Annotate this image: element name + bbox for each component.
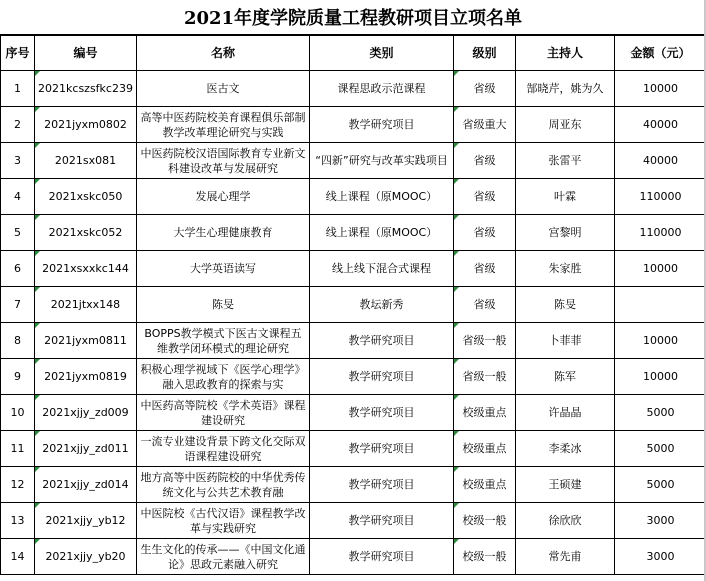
cell-category-text: 线上线下混合式课程: [332, 262, 431, 275]
cell-category[interactable]: [310, 215, 454, 251]
cell-level-text: 校级一般: [462, 514, 507, 527]
cell-code[interactable]: [35, 179, 137, 215]
cell-amount-text: 5000: [646, 406, 675, 419]
error-indicator-icon: [35, 251, 40, 256]
cell-index[interactable]: [1, 323, 35, 359]
cell-category-text: 教学研究项目: [348, 406, 415, 419]
cell-name[interactable]: [137, 287, 310, 323]
cell-code[interactable]: [35, 143, 137, 179]
cell-name-text: 大学生心理健康教育: [173, 226, 273, 239]
cell-name-text: BOPPS教学模式下医古文课程五维教学闭环模式的理论研究: [144, 326, 302, 355]
cell-amount[interactable]: [615, 431, 706, 467]
cell-index[interactable]: [1, 287, 35, 323]
cell-category-text: 教学研究项目: [348, 478, 415, 491]
cell-code-text: 2021xskc050: [48, 190, 123, 203]
cell-host[interactable]: [516, 251, 615, 287]
table-row: [1, 71, 706, 107]
cell-category[interactable]: [310, 71, 454, 107]
cell-name[interactable]: [137, 395, 310, 431]
cell-level[interactable]: [454, 71, 516, 107]
error-indicator-icon: [35, 287, 40, 292]
cell-host[interactable]: [516, 215, 615, 251]
error-indicator-icon: [35, 323, 40, 328]
error-indicator-icon: [454, 467, 459, 472]
cell-index[interactable]: [1, 467, 35, 503]
cell-level-text: 省级一般: [462, 370, 507, 383]
cell-code-text: 2021xskc052: [48, 226, 123, 239]
cell-host[interactable]: [516, 431, 615, 467]
cell-code-text: 2021xsxxkc144: [42, 262, 129, 275]
cell-amount-text: 5000: [646, 442, 675, 455]
cell-host-text: 张雷平: [548, 154, 582, 167]
cell-index-text: 5: [14, 226, 21, 239]
cell-code-text: 2021jyxm0802: [44, 118, 127, 131]
cell-amount-text: 10000: [643, 334, 678, 347]
cell-level-text: 省级: [473, 226, 496, 239]
cell-amount-text: 10000: [643, 370, 678, 383]
cell-amount[interactable]: [615, 179, 706, 215]
cell-index-text: 12: [10, 478, 25, 491]
cell-amount[interactable]: [615, 71, 706, 107]
cell-host[interactable]: [516, 179, 615, 215]
error-indicator-icon: [35, 467, 40, 472]
cell-category[interactable]: [310, 395, 454, 431]
cell-index[interactable]: [1, 107, 35, 143]
cell-host-text: 郜晓芹，姚为久: [526, 82, 604, 95]
error-indicator-icon: [35, 71, 40, 76]
cell-level-text: 省级: [473, 190, 496, 203]
cell-name-text: 地方高等中医药院校的中华优秀传统文化与公共艺术教育融: [140, 470, 306, 499]
cell-name[interactable]: [137, 143, 310, 179]
error-indicator-icon: [454, 287, 459, 292]
cell-level[interactable]: [454, 467, 516, 503]
cell-category[interactable]: [310, 251, 454, 287]
cell-name-text: 医古文: [206, 82, 240, 95]
cell-index-text: 6: [14, 262, 21, 275]
cell-level[interactable]: [454, 395, 516, 431]
cell-host[interactable]: [516, 71, 615, 107]
cell-host[interactable]: [516, 503, 615, 539]
cell-host[interactable]: [516, 395, 615, 431]
error-indicator-icon: [454, 71, 459, 76]
error-indicator-icon: [454, 107, 459, 112]
cell-code-text: 2021jtxx148: [50, 298, 121, 311]
cell-name[interactable]: [137, 107, 310, 143]
cell-code-text: 2021xjjy_zd009: [42, 406, 129, 419]
cell-category[interactable]: [310, 323, 454, 359]
cell-amount[interactable]: [615, 251, 706, 287]
header-row: [1, 36, 706, 71]
cell-name[interactable]: [137, 431, 310, 467]
error-indicator-icon: [454, 251, 459, 256]
cell-code-text: 2021xjjy_yb20: [45, 550, 126, 563]
cell-host-text: 王硕建: [548, 478, 582, 491]
cell-level-text: 校级重点: [462, 442, 507, 455]
table-row: [1, 359, 706, 395]
cell-category[interactable]: [310, 143, 454, 179]
header-level: 级别: [454, 36, 516, 71]
cell-category-text: 教学研究项目: [348, 550, 415, 563]
cell-level[interactable]: [454, 143, 516, 179]
cell-index-text: 1: [14, 82, 21, 95]
table-row: [1, 323, 706, 359]
header-code: 编号: [35, 36, 137, 71]
header-index: 序号: [1, 36, 35, 71]
cell-code[interactable]: [35, 71, 137, 107]
cell-level-text: 省级: [473, 154, 496, 167]
cell-host[interactable]: [516, 287, 615, 323]
table-row: [1, 431, 706, 467]
cell-host-text: 徐欣欣: [548, 514, 582, 527]
cell-category[interactable]: [310, 467, 454, 503]
cell-name-text: 中医药高等院校《学术英语》课程建设研究: [140, 398, 306, 427]
cell-index[interactable]: [1, 539, 35, 575]
cell-category[interactable]: [310, 539, 454, 575]
cell-index[interactable]: [1, 251, 35, 287]
cell-level[interactable]: [454, 323, 516, 359]
cell-level[interactable]: [454, 179, 516, 215]
cell-amount[interactable]: [615, 287, 706, 323]
cell-amount[interactable]: [615, 503, 706, 539]
cell-level[interactable]: [454, 539, 516, 575]
cell-host[interactable]: [516, 467, 615, 503]
cell-category-text: 线上课程（原MOOC）: [325, 190, 438, 203]
cell-code-text: 2021xjjy_zd011: [42, 442, 129, 455]
cell-code[interactable]: [35, 395, 137, 431]
cell-amount-text: 5000: [646, 478, 675, 491]
cell-name[interactable]: [137, 251, 310, 287]
cell-name-text: 中医药院校汉语国际教育专业新文科建设改革与发展研究: [140, 146, 306, 175]
cell-index-text: 7: [14, 298, 21, 311]
error-indicator-icon: [454, 503, 459, 508]
cell-code[interactable]: [35, 215, 137, 251]
error-indicator-icon: [454, 539, 459, 544]
error-indicator-icon: [454, 143, 459, 148]
cell-level[interactable]: [454, 287, 516, 323]
cell-category[interactable]: [310, 431, 454, 467]
cell-code[interactable]: [35, 287, 137, 323]
cell-amount-text: 10000: [643, 262, 678, 275]
cell-category-text: 线上课程（原MOOC）: [325, 226, 438, 239]
cell-level[interactable]: [454, 359, 516, 395]
cell-level[interactable]: [454, 503, 516, 539]
error-indicator-icon: [35, 359, 40, 364]
cell-host[interactable]: [516, 143, 615, 179]
table-row: [1, 467, 706, 503]
cell-category-text: 教学研究项目: [348, 334, 415, 347]
cell-code[interactable]: [35, 107, 137, 143]
cell-name-text: 大学英语读写: [190, 262, 256, 275]
error-indicator-icon: [454, 395, 459, 400]
error-indicator-icon: [454, 215, 459, 220]
cell-level[interactable]: [454, 215, 516, 251]
cell-code[interactable]: [35, 251, 137, 287]
cell-name-text: 陈旻: [212, 298, 234, 311]
cell-category[interactable]: [310, 179, 454, 215]
cell-level[interactable]: [454, 431, 516, 467]
cell-amount[interactable]: [615, 215, 706, 251]
cell-index-text: 2: [14, 118, 21, 131]
cell-level-text: 省级: [473, 262, 496, 275]
cell-amount-text: 40000: [643, 118, 678, 131]
cell-code-text: 2021jyxm0819: [44, 370, 127, 383]
cell-amount[interactable]: [615, 395, 706, 431]
cell-code[interactable]: [35, 359, 137, 395]
cell-code-text: 2021kcszsfkc239: [38, 82, 133, 95]
cell-amount-text: 3000: [646, 514, 675, 527]
cell-host[interactable]: [516, 359, 615, 395]
cell-amount-text: 3000: [646, 550, 675, 563]
cell-host-text: 卜菲菲: [548, 334, 582, 347]
cell-amount[interactable]: [615, 467, 706, 503]
cell-index[interactable]: [1, 179, 35, 215]
cell-level-text: 省级重大: [462, 118, 507, 131]
table-row: [1, 287, 706, 323]
cell-amount[interactable]: [615, 323, 706, 359]
cell-name-text: 积极心理学视域下《医学心理学》融入思政教育的探索与实: [140, 362, 306, 391]
cell-index[interactable]: [1, 395, 35, 431]
error-indicator-icon: [35, 431, 40, 436]
cell-host-text: 朱家胜: [548, 262, 582, 275]
table-row: [1, 503, 706, 539]
cell-category[interactable]: [310, 107, 454, 143]
cell-name-text: 一流专业建设背景下跨文化交际双语课程建设研究: [140, 434, 306, 463]
cell-code-text: 2021xjjy_yb12: [45, 514, 126, 527]
cell-name-text: 中医院校《古代汉语》课程教学改革与实践研究: [140, 506, 306, 535]
cell-index[interactable]: [1, 215, 35, 251]
error-indicator-icon: [35, 395, 40, 400]
cell-level-text: 校级重点: [462, 406, 507, 419]
cell-category-text: 教学研究项目: [348, 442, 415, 455]
cell-name[interactable]: [137, 215, 310, 251]
cell-index-text: 14: [10, 550, 25, 563]
error-indicator-icon: [454, 431, 459, 436]
cell-host-text: 陈军: [554, 370, 576, 383]
cell-amount[interactable]: [615, 359, 706, 395]
project-table: [0, 35, 706, 575]
cell-index-text: 3: [14, 154, 21, 167]
cell-code[interactable]: [35, 503, 137, 539]
header-category: 类别: [310, 36, 454, 71]
cell-amount[interactable]: [615, 143, 706, 179]
cell-code[interactable]: [35, 323, 137, 359]
cell-index[interactable]: [1, 71, 35, 107]
error-indicator-icon: [454, 323, 459, 328]
error-indicator-icon: [454, 179, 459, 184]
error-indicator-icon: [35, 143, 40, 148]
cell-level[interactable]: [454, 251, 516, 287]
cell-host[interactable]: [516, 539, 615, 575]
cell-level-text: 省级: [473, 82, 496, 95]
cell-name-text: 发展心理学: [195, 190, 251, 203]
header-host: 主持人: [516, 36, 615, 71]
cell-code[interactable]: [35, 467, 137, 503]
cell-name[interactable]: [137, 467, 310, 503]
error-indicator-icon: [35, 539, 40, 544]
cell-name[interactable]: [137, 503, 310, 539]
error-indicator-icon: [35, 215, 40, 220]
cell-amount-text: 110000: [639, 226, 682, 239]
cell-host-text: 李柔冰: [548, 442, 582, 455]
table-row: [1, 179, 706, 215]
cell-amount[interactable]: [615, 107, 706, 143]
cell-host[interactable]: [516, 107, 615, 143]
cell-index-text: 9: [14, 370, 21, 383]
error-indicator-icon: [35, 107, 40, 112]
cell-name[interactable]: [137, 539, 310, 575]
table-row: [1, 539, 706, 575]
cell-level[interactable]: [454, 107, 516, 143]
table-row: [1, 143, 706, 179]
cell-level-text: 省级一般: [462, 334, 507, 347]
cell-name-text: 高等中医药院校美育课程俱乐部制教学改革理论研究与实践: [140, 110, 306, 139]
cell-name[interactable]: [137, 179, 310, 215]
cell-name[interactable]: [137, 323, 310, 359]
cell-category-text: “四新”研究与改革实践项目: [315, 154, 448, 167]
cell-host-text: 周亚东: [548, 118, 582, 131]
cell-name[interactable]: [137, 71, 310, 107]
cell-index-text: 10: [10, 406, 25, 419]
cell-host-text: 宫黎明: [548, 226, 582, 239]
cell-host-text: 许晶晶: [548, 406, 582, 419]
cell-category-text: 教学研究项目: [348, 514, 415, 527]
cell-code-text: 2021sx081: [54, 154, 117, 167]
header-amount: 金额（元）: [615, 36, 706, 71]
cell-amount[interactable]: [615, 539, 706, 575]
cell-index-text: 11: [10, 442, 25, 455]
cell-level-text: 省级: [473, 298, 496, 311]
sheet-title: 2021年度学院质量工程教研项目立项名单: [0, 0, 706, 35]
cell-amount-text: 40000: [643, 154, 678, 167]
cell-amount-text: 10000: [643, 82, 678, 95]
cell-code[interactable]: [35, 431, 137, 467]
cell-index[interactable]: [1, 359, 35, 395]
cell-category-text: 教坛新秀: [359, 298, 404, 311]
cell-code-text: 2021jyxm0811: [44, 334, 127, 347]
cell-category[interactable]: [310, 287, 454, 323]
cell-index-text: 4: [14, 190, 21, 203]
cell-code-text: 2021xjjy_zd014: [42, 478, 129, 491]
table-row: [1, 107, 706, 143]
cell-host-text: 叶霖: [554, 190, 576, 203]
table-row: [1, 395, 706, 431]
cell-level-text: 校级重点: [462, 478, 507, 491]
cell-category-text: 教学研究项目: [348, 118, 415, 131]
cell-host[interactable]: [516, 323, 615, 359]
error-indicator-icon: [454, 359, 459, 364]
cell-index[interactable]: [1, 503, 35, 539]
cell-index[interactable]: [1, 431, 35, 467]
cell-category-text: 教学研究项目: [348, 370, 415, 383]
header-name: 名称: [137, 36, 310, 71]
cell-index[interactable]: [1, 143, 35, 179]
cell-category-text: 课程思政示范课程: [337, 82, 426, 95]
table-row: [1, 215, 706, 251]
cell-amount-text: 110000: [639, 190, 682, 203]
error-indicator-icon: [35, 503, 40, 508]
cell-host-text: 陈旻: [554, 298, 576, 311]
error-indicator-icon: [35, 179, 40, 184]
cell-name-text: 生生文化的传承——《中国文化通论》思政元素融入研究: [140, 542, 306, 571]
cell-code[interactable]: [35, 539, 137, 575]
cell-level-text: 校级一般: [462, 550, 507, 563]
cell-index-text: 8: [14, 334, 21, 347]
cell-category[interactable]: [310, 359, 454, 395]
cell-category[interactable]: [310, 503, 454, 539]
cell-host-text: 常先甫: [548, 550, 582, 563]
cell-index-text: 13: [10, 514, 25, 527]
table-row: [1, 251, 706, 287]
cell-name[interactable]: [137, 359, 310, 395]
